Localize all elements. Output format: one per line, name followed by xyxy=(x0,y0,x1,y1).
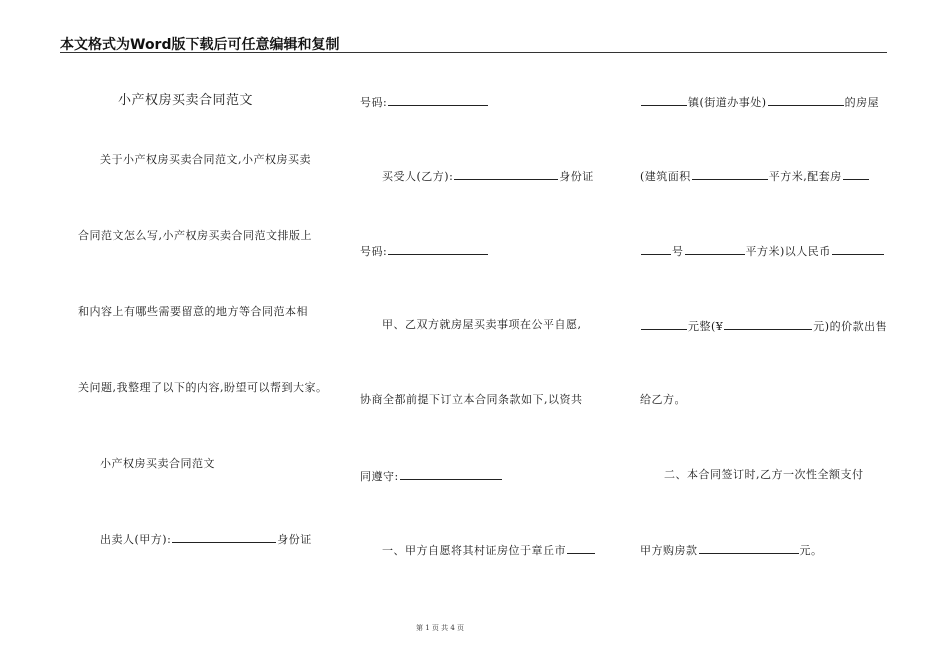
paragraph-line-3-text: 同遵守: xyxy=(360,470,399,483)
buyer-blank xyxy=(454,168,558,180)
room-area-blank xyxy=(685,243,745,255)
number-suffix: 号 xyxy=(672,245,684,258)
col3-line-1 xyxy=(640,94,879,110)
paragraph-blank xyxy=(400,468,502,480)
number-label-2: 号码: xyxy=(360,245,388,258)
price-sell-label: 元)的价款出售 xyxy=(813,320,888,333)
payment-label: 甲方购房款 xyxy=(640,544,698,557)
house-label: 的房屋 xyxy=(844,96,880,109)
number-blank-2 xyxy=(388,243,488,255)
area-blank xyxy=(692,168,768,180)
payment-blank xyxy=(699,542,799,554)
document-title: 小产权房买卖合同范文 xyxy=(118,93,254,108)
number-blank-1 xyxy=(388,94,488,106)
col3-line-2 xyxy=(640,168,870,184)
seller-label: 出卖人(甲方): xyxy=(100,533,172,546)
clause-1-blank xyxy=(567,542,595,554)
paragraph-line-3 xyxy=(360,468,503,484)
number-line-1 xyxy=(360,94,489,110)
section-subtitle: 小产权房买卖合同范文 xyxy=(100,457,215,470)
document-header: 本文格式为Word版下载后可任意编辑和复制 xyxy=(60,37,340,53)
room-number-blank xyxy=(641,243,671,255)
seller-line xyxy=(100,531,312,547)
col3-line-5: 给乙方。 xyxy=(640,393,686,406)
seller-blank xyxy=(172,531,276,543)
col3-line-3 xyxy=(640,243,885,259)
town-label: 镇(街道办事处) xyxy=(688,96,767,109)
number-label-1: 号码: xyxy=(360,96,388,109)
price-yuan-label: 元整(¥ xyxy=(688,320,724,333)
price-intro: 平方米)以人民币 xyxy=(745,245,831,258)
office-blank xyxy=(768,94,844,106)
buyer-line xyxy=(382,168,594,184)
intro-line-2: 合同范文怎么写,小产权房买卖合同范文排版上 xyxy=(78,229,312,242)
clause-2-text: 二、本合同签订时,乙方一次性全额支付 xyxy=(664,468,864,481)
payment-unit: 元。 xyxy=(799,544,823,557)
price-words-blank xyxy=(832,243,884,255)
intro-line-4: 关问题,我整理了以下的内容,盼望可以帮到大家。 xyxy=(78,381,328,394)
support-room-blank xyxy=(843,168,869,180)
col3-line-4 xyxy=(640,318,887,334)
col3-line-7 xyxy=(640,542,823,558)
price-figure-blank xyxy=(724,318,812,330)
paragraph-line-2: 协商全都前提下订立本合同条款如下,以资共 xyxy=(360,393,583,406)
page-footer: 第 1 页 共 4 页 xyxy=(415,624,465,632)
town-blank xyxy=(641,94,687,106)
number-line-2 xyxy=(360,243,489,259)
clause-1-line xyxy=(382,542,596,558)
intro-line-3: 和内容上有哪些需要留意的地方等合同范本相 xyxy=(78,305,308,318)
clause-1-text: 一、甲方自愿将其村证房位于章丘市 xyxy=(382,544,566,557)
paragraph-line-1: 甲、乙双方就房屋买卖事项在公平自愿, xyxy=(382,318,582,331)
area-unit-label: 平方米,配套房 xyxy=(768,170,842,183)
header-divider xyxy=(60,52,887,53)
buyer-id-label: 身份证 xyxy=(559,170,594,183)
buyer-label: 买受人(乙方): xyxy=(382,170,454,183)
intro-line-1: 关于小产权房买卖合同范文,小产权房买卖 xyxy=(100,153,311,166)
seller-id-label: 身份证 xyxy=(277,533,312,546)
area-label: (建筑面积 xyxy=(640,170,691,183)
price-amount-blank xyxy=(641,318,687,330)
